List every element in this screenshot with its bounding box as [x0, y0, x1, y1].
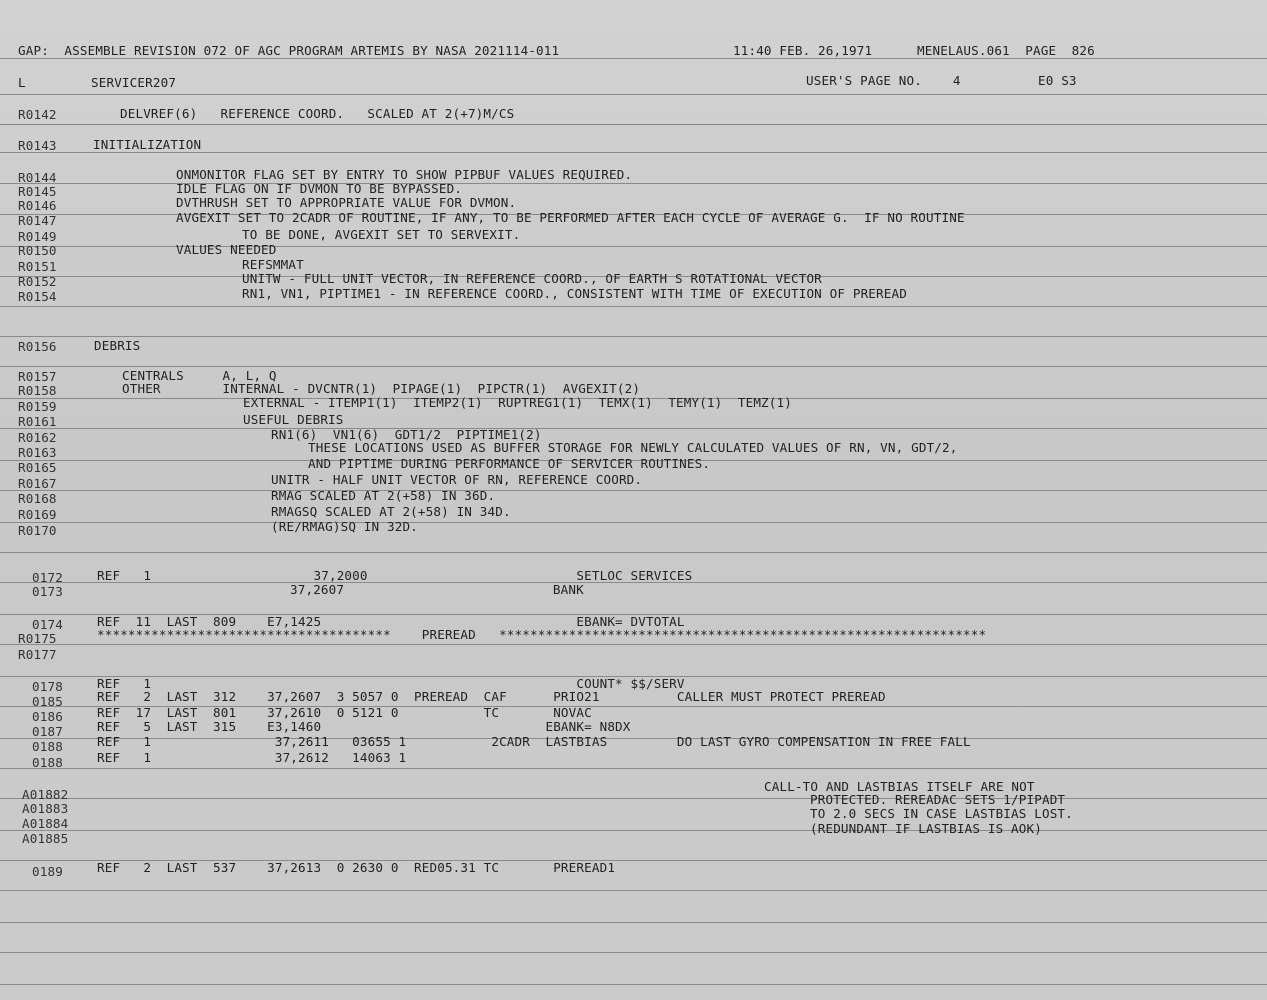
- listing-line: ONMONITOR FLAG SET BY ENTRY TO SHOW PIPBUF VALUES REQUIRED.: [176, 167, 633, 182]
- line-number: R0150: [18, 243, 57, 258]
- line-number: 0174: [32, 617, 63, 632]
- listing-line: USEFUL DEBRIS: [243, 412, 344, 427]
- listing-line: (RE/RMAG)SQ IN 32D.: [271, 519, 418, 534]
- comment-line: PROTECTED. REREADAC SETS 1/PIPADT: [810, 792, 1066, 807]
- listing-line: RN1(6) VN1(6) GDT1/2 PIPTIME1(2): [271, 427, 542, 442]
- line-number: 0188: [32, 739, 63, 754]
- listing-line: VALUES NEEDED: [176, 242, 277, 257]
- line-number: 0173: [32, 584, 63, 599]
- eo-code: E0 S3: [1038, 73, 1077, 88]
- line-number: R0154: [18, 289, 57, 304]
- line-number: R0144: [18, 170, 57, 185]
- listing-line: REFSMMAT: [242, 257, 304, 272]
- line-number: R0143: [18, 138, 57, 153]
- line-number: R0142: [18, 107, 57, 122]
- listing-line: AVGEXIT SET TO 2CADR OF ROUTINE, IF ANY, TO BE PERFORMED AFTER EACH CYCLE OF AVERAGE G. IF NO ROUTINE: [176, 210, 965, 225]
- listing-line: REF 2 LAST 537 37,2613 0 2630 0 RED05.31 TC PREREAD1: [97, 860, 616, 875]
- line-number: R0157: [18, 369, 57, 384]
- line-number: R0159: [18, 399, 57, 414]
- line-number: R0152: [18, 274, 57, 289]
- line-number: R0146: [18, 198, 57, 213]
- listing-title: GAP: ASSEMBLE REVISION 072 OF AGC PROGRAM ARTEMIS BY NASA 2021114-011: [18, 43, 560, 58]
- listing-line: UNITW - FULL UNIT VECTOR, IN REFERENCE COORD., OF EARTH S ROTATIONAL VECTOR: [242, 271, 822, 286]
- listing-line: TO BE DONE, AVGEXIT SET TO SERVEXIT.: [242, 227, 521, 242]
- host-page-number: MENELAUS.061 PAGE 826: [917, 43, 1095, 58]
- line-number: 0178: [32, 679, 63, 694]
- listing-line: REF 1 37,2611 03655 1 2CADR LASTBIAS DO LAST GYRO COMPENSATION IN FREE FALL: [97, 734, 971, 749]
- listing-line: DELVREF(6) REFERENCE COORD. SCALED AT 2(+7)M/CS: [120, 106, 515, 121]
- line-number: R0147: [18, 213, 57, 228]
- listing-line: CENTRALS A, L, Q: [122, 368, 277, 383]
- section-heading: INITIALIZATION: [93, 137, 202, 152]
- line-number: R0169: [18, 507, 57, 522]
- line-number: 0185: [32, 694, 63, 709]
- line-number: R0170: [18, 523, 57, 538]
- line-number: R0175: [18, 631, 57, 646]
- routine-name: SERVICER207: [91, 75, 177, 90]
- line-number: 0186: [32, 709, 63, 724]
- listing-line: 37,2607 BANK: [290, 582, 584, 597]
- listing-line: RN1, VN1, PIPTIME1 - IN REFERENCE COORD., CONSISTENT WITH TIME OF EXECUTION OF PREREAD: [242, 286, 907, 301]
- comment-line: CALL-TO AND LASTBIAS ITSELF ARE NOT: [764, 779, 1035, 794]
- line-number: R0156: [18, 339, 57, 354]
- line-number: R0151: [18, 259, 57, 274]
- line-number: 0172: [32, 570, 63, 585]
- section-heading: DEBRIS: [94, 338, 141, 353]
- line-number: 0189: [32, 864, 63, 879]
- line-number: A01882: [22, 787, 69, 802]
- listing-line: RMAG SCALED AT 2(+58) IN 36D.: [271, 488, 496, 503]
- line-number: A01883: [22, 801, 69, 816]
- line-number: A01884: [22, 816, 69, 831]
- listing-line: UNITR - HALF UNIT VECTOR OF RN, REFERENCE COORD.: [271, 472, 643, 487]
- line-number: R0162: [18, 430, 57, 445]
- listing-line: REF 1 COUNT* $$/SERV: [97, 676, 685, 691]
- listing-line: REF 11 LAST 809 E7,1425 EBANK= DVTOTAL: [97, 614, 685, 629]
- line-number: R0168: [18, 491, 57, 506]
- listing-line: OTHER INTERNAL - DVCNTR(1) PIPAGE(1) PIPCTR(1) AVGEXIT(2): [122, 381, 641, 396]
- line-number: R0163: [18, 445, 57, 460]
- listing-line: REF 17 LAST 801 37,2610 0 5121 0 TC NOVAC: [97, 705, 592, 720]
- line-number: 0187: [32, 724, 63, 739]
- line-number: R0177: [18, 647, 57, 662]
- line-number: A01885: [22, 831, 69, 846]
- listing-line: IDLE FLAG ON IF DVMON TO BE BYPASSED.: [176, 181, 463, 196]
- line-number: 0188: [32, 755, 63, 770]
- line-number: R0158: [18, 383, 57, 398]
- comment-line: TO 2.0 SECS IN CASE LASTBIAS LOST.: [810, 806, 1073, 821]
- line-number: R0161: [18, 414, 57, 429]
- listing-line: REF 1 37,2612 14063 1: [97, 750, 407, 765]
- listing-line: AND PIPTIME DURING PERFORMANCE OF SERVICER ROUTINES.: [308, 456, 711, 471]
- line-number: R0165: [18, 460, 57, 475]
- print-timestamp: 11:40 FEB. 26,1971: [733, 43, 873, 58]
- comment-line: (REDUNDANT IF LASTBIAS IS AOK): [810, 821, 1042, 836]
- line-number: R0167: [18, 476, 57, 491]
- listing-line: DVTHRUSH SET TO APPROPRIATE VALUE FOR DVMON.: [176, 195, 517, 210]
- listing-line: REF 5 LAST 315 E3,1460 EBANK= N8DX: [97, 719, 631, 734]
- line-number: R0149: [18, 229, 57, 244]
- listing-line: REF 2 LAST 312 37,2607 3 5057 0 PREREAD CAF PRIO21 CALLER MUST PROTECT PREREAD: [97, 689, 886, 704]
- listing-line: THESE LOCATIONS USED AS BUFFER STORAGE FOR NEWLY CALCULATED VALUES OF RN, VN, GDT/2,: [308, 440, 958, 455]
- line-number: R0145: [18, 184, 57, 199]
- listing-line: RMAGSQ SCALED AT 2(+58) IN 34D.: [271, 504, 511, 519]
- listing-line: REF 1 37,2000 SETLOC SERVICES: [97, 568, 693, 583]
- users-page-number: USER'S PAGE NO. 4: [806, 73, 961, 88]
- preread-banner: ************************************** PREREAD ***************************************************************: [97, 627, 987, 642]
- listing-line: EXTERNAL - ITEMP1(1) ITEMP2(1) RUPTREG1(1) TEMX(1) TEMY(1) TEMZ(1): [243, 395, 792, 410]
- line-type-label: L: [18, 75, 26, 90]
